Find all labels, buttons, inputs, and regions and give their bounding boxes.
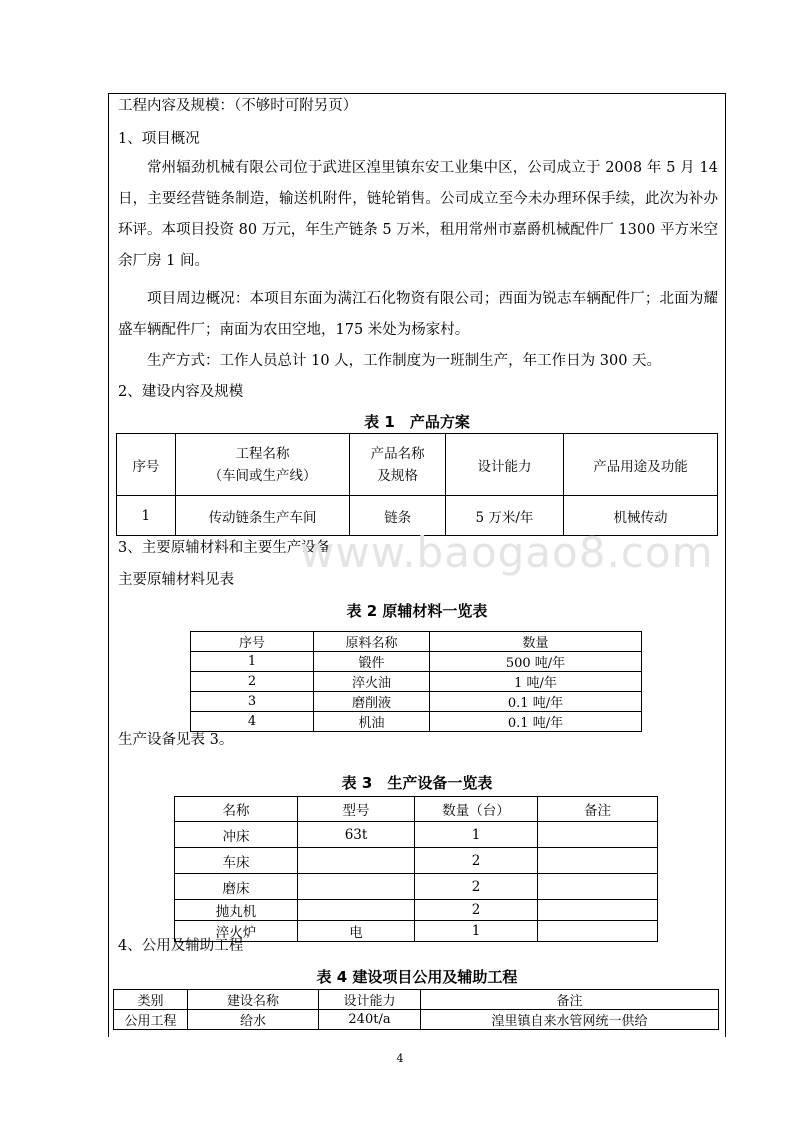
table-1-cell-no: 1 xyxy=(117,496,176,536)
watermark: www.baogao8.com xyxy=(300,528,714,577)
table-3-cell: 1 xyxy=(415,822,538,848)
table-row xyxy=(175,848,658,874)
section-header: 工程内容及规模：（不够时可附另页） xyxy=(118,98,358,114)
table-2-cell: 淬火油 xyxy=(314,672,430,692)
page-number: 4 xyxy=(396,1052,404,1065)
utilities-table xyxy=(113,989,719,1030)
table-3-cell: 车床 xyxy=(175,848,298,874)
table-3-cell xyxy=(538,921,658,942)
project-overview-paragraph: 常州辐劲机械有限公司位于武进区湟里镇东安工业集中区，公司成立于 2008 年 5 月 14 日，主要经营链条制造，输送机附件，链轮销售。公司成立至今未办理环保手续，此次为补办环评。本项目投资 80 万元，年生产链条 5 万米，租用常州市嘉爵机械配件厂 1300 平方米空余厂房 1 间。 xyxy=(118,160,718,269)
table-4-cell: 公用工程 xyxy=(114,1010,188,1030)
table-1-header-usage: 产品用途及功能 xyxy=(564,434,718,496)
table-1-cell-product: 链条 xyxy=(350,496,445,536)
table-row xyxy=(191,672,642,692)
table-row xyxy=(191,652,642,672)
table-3-cell: 2 xyxy=(415,848,538,874)
table-1-cell-name: 传动链条生产车间 xyxy=(175,496,350,536)
table-2-header-name: 原料名称 xyxy=(314,632,430,652)
table-row xyxy=(191,712,642,732)
table-3-header-name: 名称 xyxy=(175,797,298,822)
table-2-cell: 锻件 xyxy=(314,652,430,672)
table-4-header-name: 建设名称 xyxy=(188,990,319,1010)
table-row xyxy=(175,874,658,900)
table-1-caption: 表 1 产品方案 xyxy=(364,413,470,431)
table-2-cell: 2 xyxy=(191,672,314,692)
table-2-cell: 3 xyxy=(191,692,314,712)
table-row xyxy=(175,900,658,921)
table-4-cell: 给水 xyxy=(188,1010,319,1030)
table-1-header-capacity: 设计能力 xyxy=(445,434,563,496)
table-2-cell: 机油 xyxy=(314,712,430,732)
section-3-title: 3、主要原辅材料和主要生产设备 xyxy=(118,540,331,556)
table-2-caption: 表 2 原辅材料一览表 xyxy=(346,602,488,620)
table-3-cell xyxy=(538,874,658,900)
table-3-header-model: 型号 xyxy=(298,797,415,822)
section-4-title: 4、公用及辅助工程 xyxy=(118,938,244,954)
materials-table xyxy=(190,631,642,732)
table-3-caption: 表 3 生产设备一览表 xyxy=(341,774,493,792)
table-row xyxy=(114,1010,719,1030)
table-4-header-remarks: 备注 xyxy=(421,990,719,1010)
table-3-cell: 磨床 xyxy=(175,874,298,900)
table-3-cell: 2 xyxy=(415,900,538,921)
table-3-cell xyxy=(538,848,658,874)
table-4-header-capacity: 设计能力 xyxy=(319,990,421,1010)
equipment-table xyxy=(174,796,658,942)
product-plan-table xyxy=(116,433,718,536)
table-4-caption: 表 4 建设项目公用及辅助工程 xyxy=(316,968,518,986)
table-3-cell xyxy=(298,874,415,900)
table-1-header-name-line2: （车间或生产线） xyxy=(208,467,317,484)
table-4-cell: 240t/a xyxy=(319,1010,421,1030)
equipment-note: 生产设备见表 3。 xyxy=(118,732,234,748)
table-3-cell: 2 xyxy=(415,874,538,900)
table-3-cell xyxy=(298,900,415,921)
materials-intro: 主要原辅材料见表 xyxy=(118,572,234,588)
table-3-cell xyxy=(538,822,658,848)
table-3-header-quantity: 数量（台） xyxy=(415,797,538,822)
table-3-cell: 抛丸机 xyxy=(175,900,298,921)
table-row xyxy=(191,692,642,712)
table-4-header-category: 类别 xyxy=(114,990,188,1010)
table-1-header-no: 序号 xyxy=(117,434,176,496)
table-2-cell: 4 xyxy=(191,712,314,732)
table-2-cell: 0.1 吨/年 xyxy=(430,712,642,732)
table-4-cell: 湟里镇自来水管网统一供给 xyxy=(421,1010,719,1030)
table-3-cell: 电 xyxy=(298,921,415,942)
table-row xyxy=(175,822,658,848)
table-row xyxy=(175,921,658,942)
production-mode-paragraph: 生产方式：工作人员总计 10 人，工作制度为一班制生产，年工作日为 300 天。 xyxy=(147,353,662,369)
table-3-cell: 冲床 xyxy=(175,822,298,848)
table-2-header-no: 序号 xyxy=(191,632,314,652)
table-2-cell: 1 xyxy=(191,652,314,672)
section-1-title: 1、项目概况 xyxy=(118,131,200,147)
table-2-cell: 磨削液 xyxy=(314,692,430,712)
table-1-header-product-line1: 产品名称 xyxy=(370,445,425,462)
table-2-cell: 1 吨/年 xyxy=(430,672,642,692)
table-3-cell xyxy=(538,900,658,921)
table-1-cell-usage: 机械传动 xyxy=(564,496,718,536)
table-3-cell: 63t xyxy=(298,822,415,848)
table-1-header-name xyxy=(175,434,350,496)
table-1-header-name-line1: 工程名称 xyxy=(235,445,290,462)
table-2-cell: 500 吨/年 xyxy=(430,652,642,672)
table-3-cell: 淬火炉 xyxy=(175,921,298,942)
section-2-title: 2、建设内容及规模 xyxy=(118,384,244,400)
surroundings-paragraph: 项目周边概况：本项目东面为满江石化物资有限公司；西面为锐志车辆配件厂；北面为耀盛车辆配件厂；南面为农田空地，175 米处为杨家村。 xyxy=(118,291,718,338)
table-3-header-remarks: 备注 xyxy=(538,797,658,822)
table-2-cell: 0.1 吨/年 xyxy=(430,692,642,712)
table-1-header-product xyxy=(350,434,445,496)
table-2-header-quantity: 数量 xyxy=(430,632,642,652)
table-1-cell-capacity: 5 万米/年 xyxy=(445,496,563,536)
table-3-cell: 1 xyxy=(415,921,538,942)
table-3-cell xyxy=(298,848,415,874)
table-1-header-product-line2: 及规格 xyxy=(377,467,418,484)
